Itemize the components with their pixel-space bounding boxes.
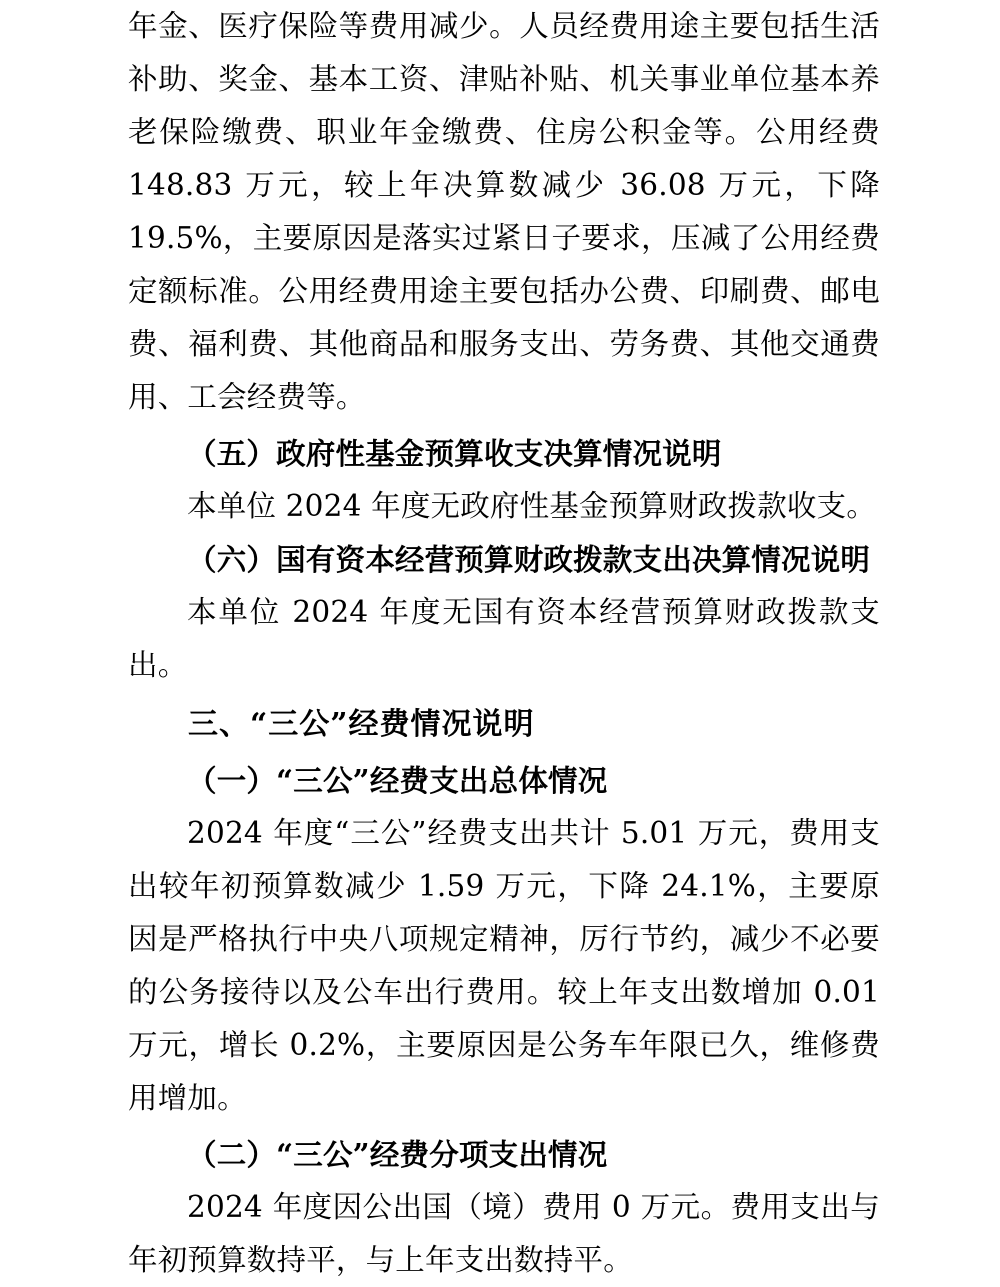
paragraph-three-public-overall: 2024 年度“三公”经费支出共计 5.01 万元，费用支出较年初预算数减少 1.59 万元，下降 24.1%，主要原因是严格执行中央八项规定精神，厉行节约，减少不必要的公务接待以及公车出行费用。较上年支出数增加 0.01 万元，增长 0.2%，主要原因是公务车年限已久，维修费用增加。 (128, 816, 880, 1115)
heading-government-fund-budget: （五）政府性基金预算收支决算情况说明 (187, 436, 722, 471)
heading-state-capital-budget: （六）国有资本经营预算财政拨款支出决算情况说明 (187, 542, 871, 577)
paragraph-continued: 年金、医疗保险等费用减少。人员经费用途主要包括生活补助、奖金、基本工资、津贴补贴、机关事业单位基本养老保险缴费、职业年金缴费、住房公积金等。公用经费 148.83 万元，较上年决算数减少 36.08 万元，下降 19.5%，主要原因是落实过紧日子要求，压减了公用经费定额标准。公用经费用途主要包括办公费、印刷费、邮电费、福利费、其他商品和服务支出、劳务费、其他交通费用、工会经费等。 (128, 9, 880, 414)
heading-three-public-overall: （一）“三公”经费支出总体情况 (187, 763, 608, 798)
paragraph-state-capital-budget: 本单位 2024 年度无国有资本经营预算财政拨款支出。 (128, 595, 880, 682)
heading-three-public-itemized: （二）“三公”经费分项支出情况 (187, 1137, 608, 1172)
document-body (128, 0, 880, 1287)
heading-three-public-expenses: 三、“三公”经费情况说明 (188, 707, 535, 742)
paragraph-three-public-itemized: 2024 年度因公出国（境）费用 0 万元。费用支出与年初预算数持平，与上年支出数持平。 (128, 1190, 880, 1277)
paragraph-government-fund-budget: 本单位 2024 年度无政府性基金预算财政拨款收支。 (187, 489, 877, 523)
